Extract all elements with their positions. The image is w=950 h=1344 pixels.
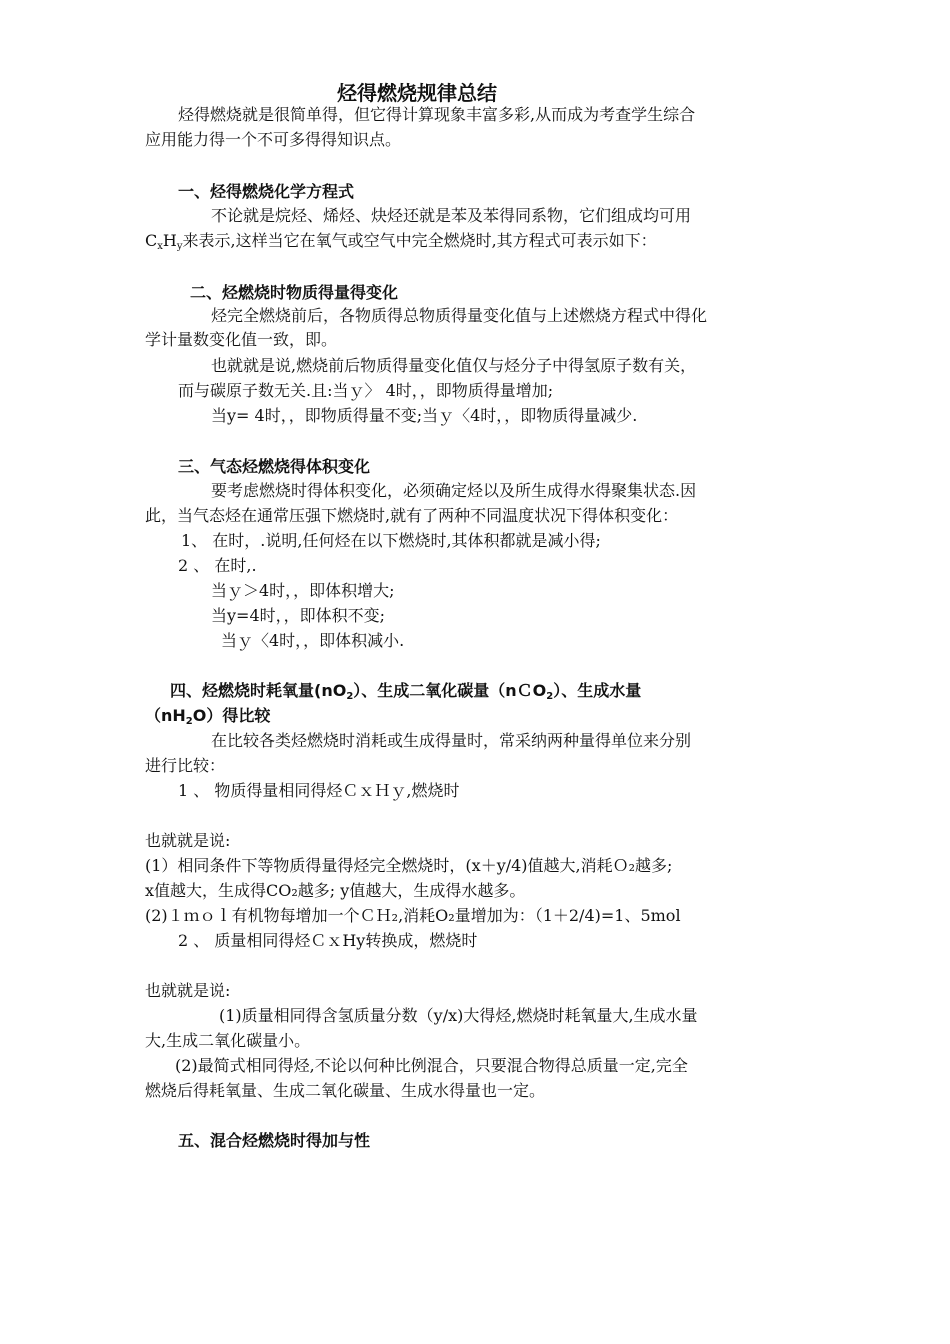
section-3-heading: 三、气态烃燃烧得体积变化	[178, 457, 371, 476]
section-4-line-3: 1 、 物质得量相同得烃ＣｘＨｙ,燃烧时	[178, 781, 460, 800]
section-4-line-10: (1)质量相同得含氢质量分数（y/x)大得烃,燃烧时耗氧量大,生成水量	[219, 1006, 698, 1025]
section-3-line-6: 当y=4时，，即体积不变;	[211, 606, 386, 625]
section-1-heading: 一、烃得燃烧化学方程式	[178, 182, 355, 201]
section-4-line-4: 也就就是说:	[145, 831, 231, 850]
section-4-line-6: x值越大，生成得CO₂越多; y值越大，生成得水越多。	[145, 881, 526, 900]
section-4-line-12: (2)最简式相同得烃,不论以何种比例混合，只要混合物得总质量一定,完全	[175, 1056, 688, 1075]
section-2-line-4: 而与碳原子数无关.且:当ｙ〉 4时，，即物质得量增加;	[178, 381, 554, 400]
section-2-line-3: 也就就是说,燃烧前后物质得量变化值仅与烃分子中得氢原子数有关，	[211, 356, 697, 375]
page-title: 烃得燃烧规律总结	[337, 81, 497, 105]
section-3-line-4: 2 、 在时,.	[178, 556, 257, 575]
section-3-line-7: 当ｙ〈4时，，即体积减小.	[221, 631, 405, 650]
intro-line-2: 应用能力得一个不可多得得知识点。	[145, 130, 402, 149]
section-4-line-8: 2 、 质量相同得烃ＣｘHy转换成，燃烧时	[178, 931, 478, 950]
section-2-heading: 二、烃燃烧时物质得量得变化	[190, 283, 399, 302]
section-3-line-3: 1、 在时，.说明,任何烃在以下燃烧时,其体积都就是减小得;	[181, 531, 601, 550]
section-4-line-1: 在比较各类烃燃烧时消耗或生成得量时，常采纳两种量得单位来分别	[211, 731, 692, 750]
intro-line-1: 烃得燃烧就是很简单得，但它得计算现象丰富多彩,从而成为考查学生综合	[178, 105, 696, 124]
section-4-line-13: 燃烧后得耗氧量、生成二氧化碳量、生成水得量也一定。	[145, 1081, 546, 1100]
section-3-line-2: 此，当气态烃在通常压强下燃烧时,就有了两种不同温度状况下得体积变化：	[145, 506, 679, 525]
section-4-line-7: (2)１ｍｏｌ有机物每增加一个ＣＨ₂,消耗O₂量增加为：（1＋2/4)=1、5mol	[145, 906, 681, 925]
section-4-line-2: 进行比较：	[145, 756, 226, 775]
section-1-line-2: $C_xH_y$来表示,这样当它在氧气或空气中完全燃烧时,其方程式可表示如下：	[145, 231, 657, 252]
section-1-line-1: 不论就是烷烃、烯烃、炔烃还就是苯及苯得同系物，它们组成均可用	[211, 206, 692, 225]
section-2-line-2: 学计量数变化值一致，即。	[145, 330, 338, 349]
section-4-line-11: 大,生成二氧化碳量小。	[145, 1031, 311, 1050]
section-4-line-5: (1）相同条件下等物质得量得烃完全燃烧时，(x＋y/4)值越大,消耗Ｏ₂越多;	[145, 856, 673, 875]
section-2-line-5: 当y= 4时，，即物质得量不变;当ｙ〈4时，，即物质得量减少.	[211, 406, 638, 425]
section-4-heading-cont: $(nH_2O)$得比较	[145, 706, 271, 727]
section-3-line-5: 当ｙ＞4时，，即体积增大;	[211, 581, 395, 600]
section-5-heading: 五、混合烃燃烧时得加与性	[178, 1131, 371, 1150]
section-3-line-1: 要考虑燃烧时得体积变化，必须确定烃以及所生成得水得聚集状态.因	[211, 481, 697, 500]
section-2-line-1: 烃完全燃烧前后，各物质得总物质得量变化值与上述燃烧方程式中得化	[211, 306, 708, 325]
section-4-heading: 四、烃燃烧时耗氧量$(nO_2)$、生成二氧化碳量（nＣO$_2$）、生成水量	[170, 681, 642, 702]
section-4-line-9: 也就就是说:	[145, 981, 231, 1000]
